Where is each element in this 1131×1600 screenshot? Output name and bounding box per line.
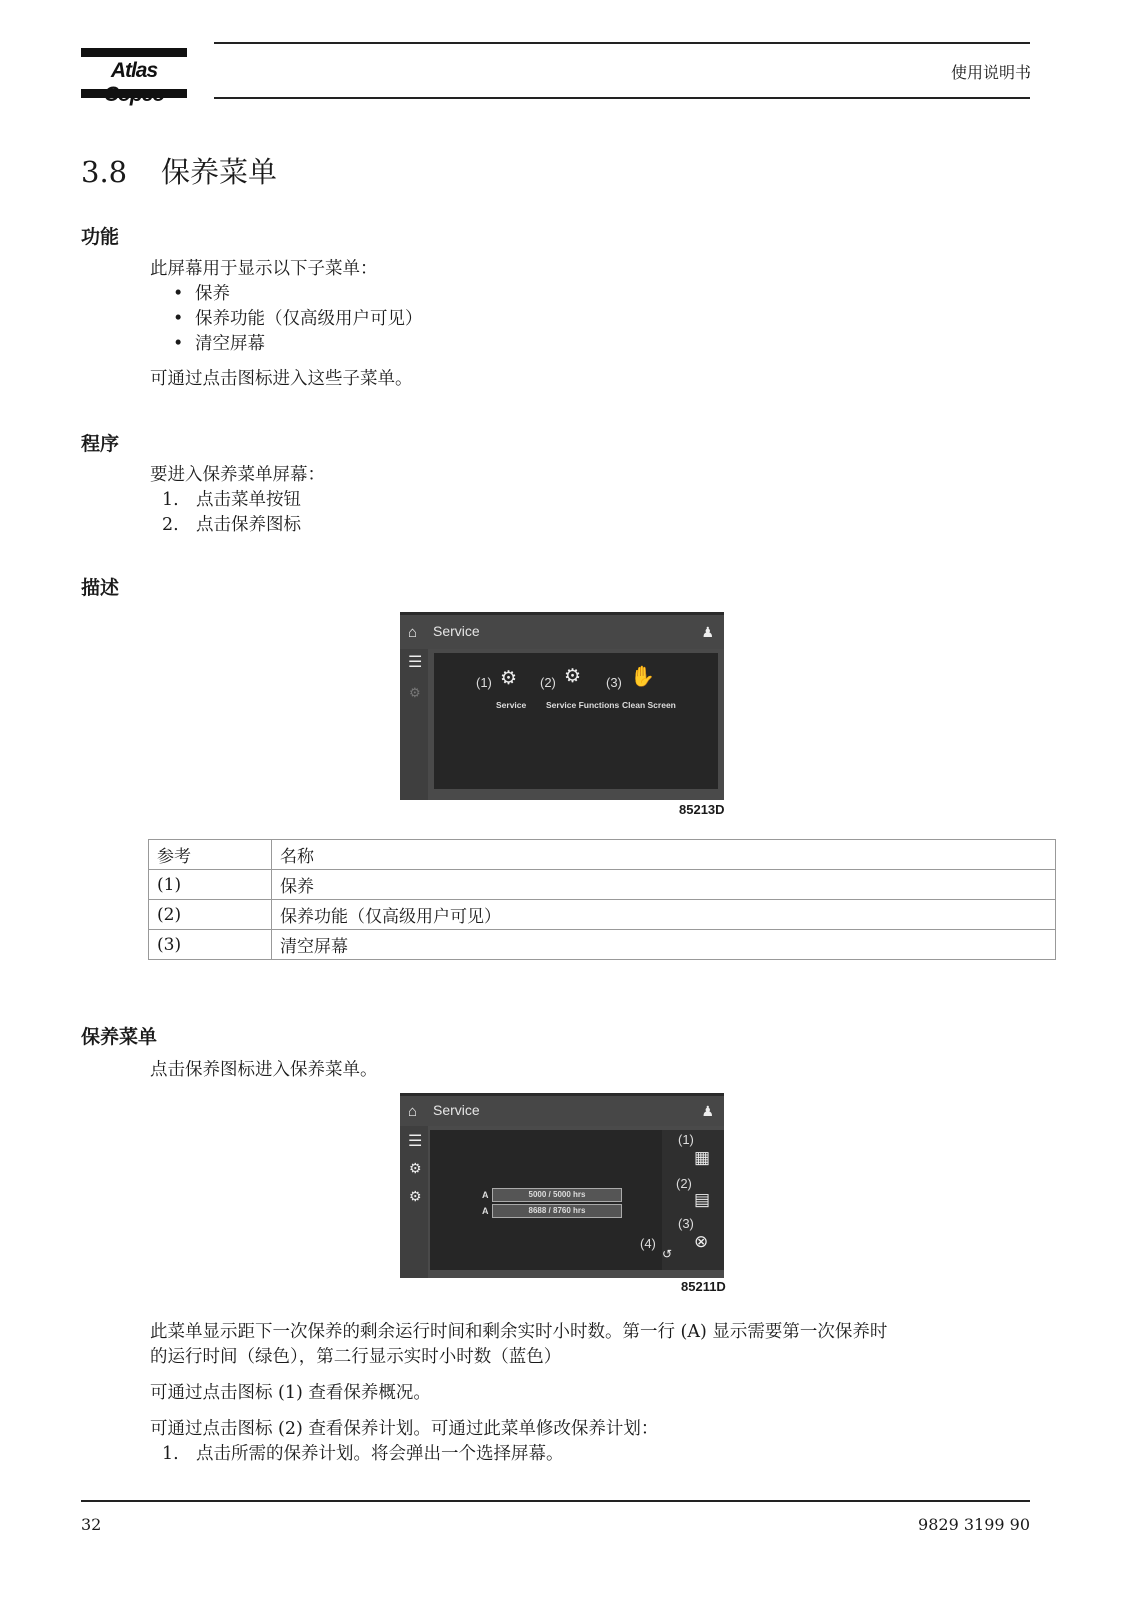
procedure-step-2: 2. 点击保养图标	[162, 515, 301, 535]
function-bullet-1: • 保养	[173, 284, 230, 304]
logo: Atlas	[110, 59, 158, 82]
table-cell-name: 保养	[272, 870, 1056, 900]
table-row	[149, 870, 1056, 900]
service-icon[interactable]: ⚙	[500, 668, 518, 689]
service-menu-step-1: 1. 点击所需的保养计划。将会弹出一个选择屏幕。	[162, 1444, 564, 1464]
table-cell-ref: (3)	[149, 930, 272, 960]
service-interval-bar	[492, 1188, 622, 1202]
user-icon[interactable]: ♟	[701, 624, 714, 640]
screen1-item-label-3: Clean Screen	[622, 700, 676, 710]
screen2-caption: 85211D	[681, 1279, 726, 1294]
logo-bar-bottom	[81, 89, 187, 98]
menu-icon[interactable]: ☰	[408, 1133, 423, 1150]
screen1-item-label-1: Service	[496, 700, 527, 710]
reset-service-icon[interactable]: ⊗	[694, 1232, 709, 1251]
screen1-sidebar	[400, 649, 428, 800]
screen2-title: Service	[433, 1102, 480, 1118]
screen1-title: Service	[433, 623, 480, 639]
function-intro: 此屏幕用于显示以下子菜单：	[150, 259, 378, 279]
service-interval-value: 5000 / 5000 hrs	[528, 1190, 586, 1199]
real-time-hours-value: 8688 / 8760 hrs	[528, 1206, 586, 1215]
description-heading: 描述	[81, 577, 120, 599]
function-outro: 可通过点击图标进入这些子菜单。	[150, 369, 413, 389]
header-rule-top	[214, 42, 1030, 44]
table-cell-ref: (2)	[149, 900, 272, 930]
service-screen-2	[400, 1093, 724, 1278]
table-cell-ref: (1)	[149, 870, 272, 900]
page-number: 32	[81, 1515, 102, 1534]
clean-screen-icon[interactable]: ✋	[630, 666, 655, 688]
doc-number: 9829 3199 90	[918, 1515, 1030, 1534]
table-header-row	[149, 840, 1056, 870]
service-menu-para1: 此菜单显示距下一次保养的剩余运行时间和剩余实时小时数。第一行 (A) 显示需要第一次保养时	[150, 1322, 888, 1342]
screen1-item-label-2: Service Functions	[546, 700, 620, 710]
home-icon[interactable]: ⌂	[408, 624, 418, 641]
screen1-caption: 85213D	[679, 802, 725, 817]
screen1-item-ref-3: (3)	[606, 675, 622, 690]
screen1-item-ref-2: (2)	[540, 675, 556, 690]
row-label-a: A	[482, 1190, 489, 1200]
wrench-icon: ⚙	[409, 685, 421, 700]
service-menu-heading: 保养菜单	[81, 1026, 158, 1048]
doc-title: 使用说明书	[950, 63, 1031, 82]
screen2-ref-1: (1)	[678, 1132, 694, 1147]
procedure-step-1: 1. 点击菜单按钮	[162, 490, 301, 510]
function-bullet-2: • 保养功能（仅高级用户可见）	[173, 309, 423, 329]
service-menu-intro: 点击保养图标进入保养菜单。	[150, 1060, 378, 1080]
header-rule-bottom	[214, 97, 1030, 99]
screen2-ref-4: (4)	[640, 1236, 656, 1251]
row-label-a-2: A	[482, 1206, 489, 1216]
table-cell-name: 保养功能（仅高级用户可见）	[272, 900, 1056, 930]
table-header-ref: 参考	[149, 840, 272, 870]
user-icon[interactable]: ♟	[701, 1103, 714, 1119]
screen2-ref-3: (3)	[678, 1216, 694, 1231]
table-header-name: 名称	[272, 840, 1056, 870]
procedure-heading: 程序	[81, 433, 120, 455]
footer-rule	[81, 1500, 1030, 1502]
menu-icon[interactable]: ☰	[408, 654, 423, 671]
service-menu-para1b: 的运行时间（绿色），第二行显示实时小时数（蓝色）	[150, 1347, 562, 1367]
screen1-item-ref-1: (1)	[476, 675, 492, 690]
service-menu-para2: 可通过点击图标 (1) 查看保养概况。	[150, 1383, 431, 1403]
section-number: 3.8	[81, 155, 128, 189]
section-title	[81, 150, 277, 191]
service-functions-icon[interactable]: ⚙	[564, 666, 582, 687]
logo-bar-top	[81, 48, 187, 57]
service-icon[interactable]: ⚙	[409, 1160, 422, 1176]
service-timer-icon[interactable]: ⚙	[409, 1188, 422, 1204]
table-cell-name: 清空屏幕	[272, 930, 1056, 960]
history-icon[interactable]: ↺	[662, 1247, 673, 1261]
procedure-intro: 要进入保养菜单屏幕：	[150, 465, 325, 485]
service-menu-para3: 可通过点击图标 (2) 查看保养计划。可通过此菜单修改保养计划：	[150, 1419, 659, 1439]
screen2-ref-2: (2)	[676, 1176, 692, 1191]
home-icon[interactable]: ⌂	[408, 1103, 418, 1120]
table-row	[149, 900, 1056, 930]
service-screen-1	[400, 612, 724, 800]
real-time-hours-bar	[492, 1204, 622, 1218]
table-row	[149, 930, 1056, 960]
function-bullet-3: • 清空屏幕	[173, 334, 265, 354]
service-plans-icon[interactable]: ▤	[694, 1190, 711, 1209]
reference-table	[148, 839, 1056, 960]
function-heading: 功能	[81, 226, 120, 248]
service-overview-icon[interactable]: ▦	[694, 1148, 711, 1167]
section-title-text: 保养菜单	[161, 155, 278, 189]
